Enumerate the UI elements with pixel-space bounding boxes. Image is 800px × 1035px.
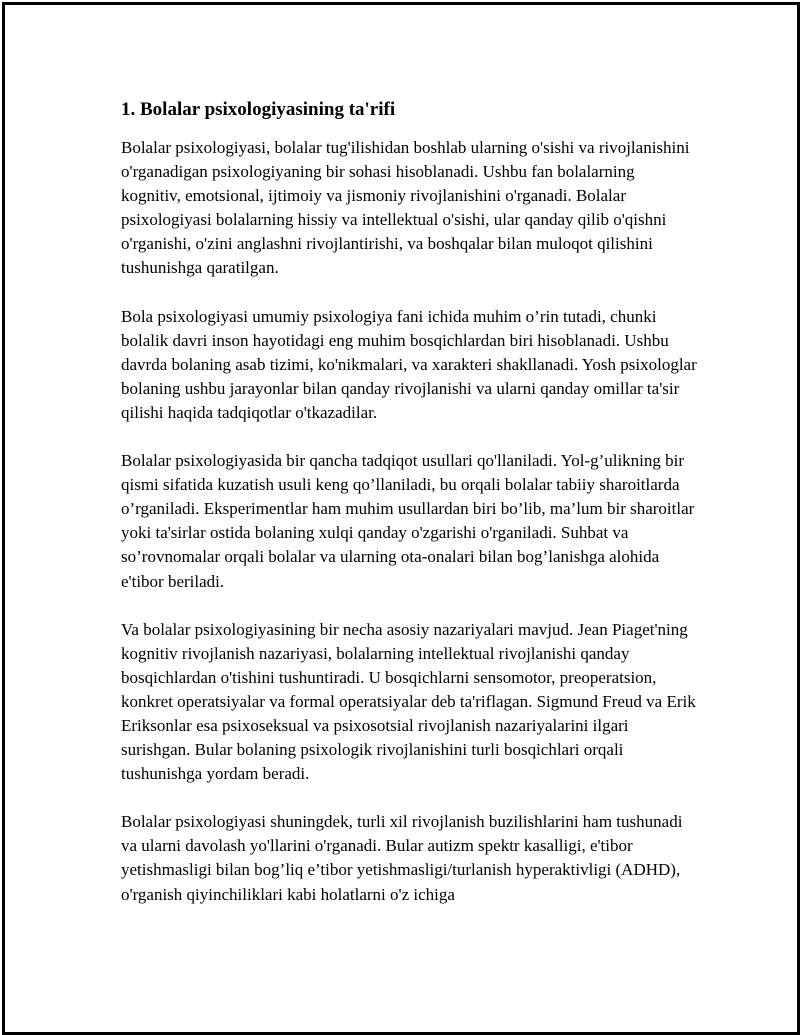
page-frame bbox=[2, 2, 800, 1035]
paragraph-theories: Va bolalar psixologiyasining bir necha asosiy nazariyalari mavjud. Jean Piaget'ning kognitiv rivojlanish nazariyasi, bolalarning intellektual rivojlanishi qanday bosqichlardan o'tishini tushuntiradi. U bosqichlarni sensomotor, preoperatsion, konkret operatsiyalar va formal operatsiyalar deb ta'riflagan. Sigmund Freud va Erik Eriksonlar esa psixoseksual va psixosotsial rivojlanish nazariyalarini ilgari surishgan. Bular bolaning psixologik rivojlanishini turli bosqichlari orqali tushunishga yordam beradi. bbox=[121, 619, 696, 784]
paragraph-methods: Bolalar psixologiyasida bir qancha tadqiqot usullari qo'llaniladi. Yol-g’ulikning bir qismi sifatida kuzatish usuli keng qo’llaniladi, bu orqali bolalar tabiiy sharoitlarda o’rganiladi. Eksperimentlar ham muhim usullardan biri bo’lib, ma’lum bir sharoitlar yoki ta'sirlar ostida bolaning xulqi qanday o'zgarishi o'rganiladi. Suhbat va so’rovnomalar orqali bolalar va ularning ota-onalari bilan bog’lanishga alohida e'tibor beriladi. bbox=[121, 451, 695, 591]
document-body bbox=[121, 97, 697, 931]
paragraph-disorders: Bolalar psixologiyasi shuningdek, turli xil rivojlanish buzilishlarini ham tushunadi va ularni davolash yo'llarini o'rganadi. Bular autizm spektr kasalligi, e'tibor yetishmasligi bilan bog’liq e’tibor yetishmasligi/turlanish hyperaktivligi (ADHD), o'rganish qiyinchiliklari kabi holatlarni o'z ichiga bbox=[121, 812, 683, 904]
paragraph-definition: Bolalar psixologiyasi, bolalar tug'ilishidan boshlab ularning o'sishi va rivojlanishini o'rganadigan psixologiyaning bir sohasi hisoblanadi. Ushbu fan bolalarning kognitiv, emotsional, ijtimoiy va jismoniy rivojlanishini o'rganadi. Bolalar psixologiyasi bolalarning hissiy va intellektual o'sishi, ular qanday qilib o'qishni o'rganishi, o'zini anglashni rivojlantirishi, va boshqalar bilan muloqot qilishini tushunishga qaratilgan. bbox=[121, 138, 690, 278]
section-heading: 1. Bolalar psixologiyasining ta'rifi bbox=[121, 99, 396, 120]
paragraph-importance: Bola psixologiyasi umumiy psixologiya fani ichida muhim o’rin tutadi, chunki bolalik davri inson hayotidagi eng muhim bosqichlardan biri hisoblanadi. Ushbu davrda bolaning asab tizimi, ko'nikmalari, va xarakteri shakllanadi. Yosh psixologlar bolaning ushbu jarayonlar bilan qanday rivojlanishi va ularni qanday omillar ta'sir qilishi haqida tadqiqotlar o'tkazadilar. bbox=[121, 306, 697, 422]
